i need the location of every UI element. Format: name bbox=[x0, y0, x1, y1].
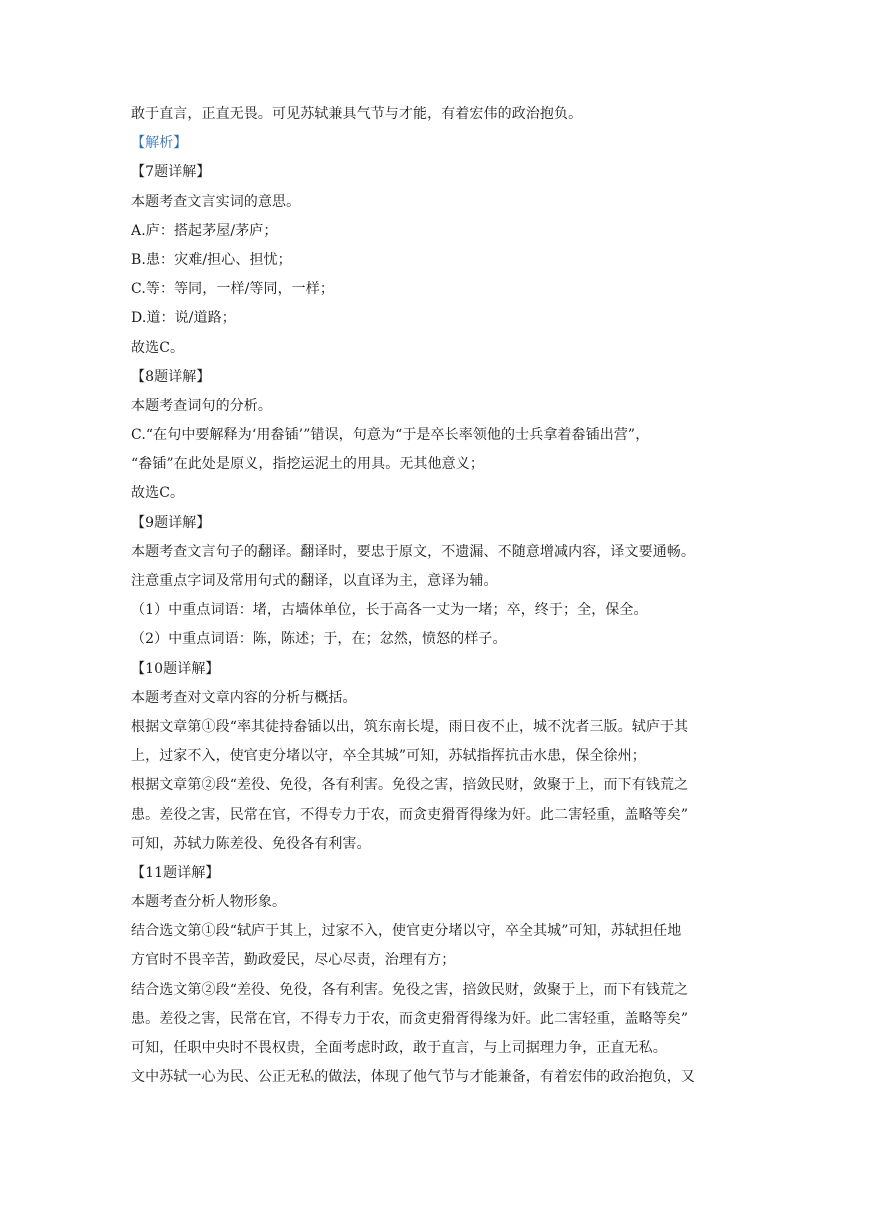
text-line: 上，过家不入，使官吏分堵以守，卒全其城”可知，苏轼指挥抗击水患，保全徐州； bbox=[131, 748, 646, 765]
text-line: 本题考查文言句子的翻译。翻译时，要忠于原文，不遗漏、不随意增减内容，译文要通畅。 bbox=[131, 543, 695, 560]
text-line: 结合选文第②段“差役、免役，各有利害。免役之害，掊敛民财，敛聚于上，而下有钱荒之 bbox=[131, 981, 689, 998]
section-heading: 【11题详解】 bbox=[131, 864, 220, 881]
text-line: 根据文章第②段“差役、免役，各有利害。免役之害，掊敛民财，敛聚于上，而下有钱荒之 bbox=[131, 777, 689, 794]
text-line: C.“在句中要解释为‘用畚锸’”错误，句意为“于是卒长率领他的士兵拿着畚锸出营”， bbox=[131, 427, 650, 444]
text-line: D.道：说/道路； bbox=[131, 310, 236, 327]
text-line: C.等：等同，一样/等同，一样； bbox=[131, 281, 334, 298]
text-line: B.患：灾难/担心、担忧； bbox=[131, 251, 292, 268]
text-line: 本题考查词句的分析。 bbox=[131, 397, 272, 414]
text-line: 故选C。 bbox=[131, 339, 185, 356]
text-line: 文中苏轼一心为民、公正无私的做法，体现了他气节与才能兼备，有着宏伟的政治抱负，又 bbox=[131, 1069, 695, 1086]
document-page bbox=[131, 100, 743, 1092]
analysis-label: 【解析】 bbox=[131, 135, 188, 152]
text-line: 本题考查分析人物形象。 bbox=[131, 894, 287, 911]
text-line: （1）中重点词语：堵，古墙体单位，长于高各一丈为一堵；卒，终于；全，保全。 bbox=[131, 602, 648, 619]
text-line: 敢于直言，正直无畏。可见苏轼兼具气节与才能，有着宏伟的政治抱负。 bbox=[131, 106, 583, 122]
text-line: 本题考查文言实词的意思。 bbox=[131, 193, 301, 210]
text-line: （2）中重点词语：陈，陈述；于，在；忿然，愤怒的样子。 bbox=[131, 631, 507, 648]
text-line: 患。差役之害，民常在官，不得专力于农，而贪吏猾胥得缘为奸。此二害轻重，盖略等矣” bbox=[131, 1010, 689, 1027]
text-line: “畚锸”在此处是原义，指挖运泥土的用具。无其他意义； bbox=[131, 456, 484, 473]
section-heading: 【8题详解】 bbox=[131, 368, 211, 385]
text-line: 根据文章第①段“率其徒持畚锸以出，筑东南长堤，雨日夜不止，城不沈者三版。轼庐于其 bbox=[131, 718, 689, 735]
text-line: 可知，苏轼力陈差役、免役各有利害。 bbox=[131, 835, 371, 852]
text-line: 故选C。 bbox=[131, 485, 185, 502]
text-line: 方官时不畏辛苦，勤政爱民，尽心尽责，治理有方； bbox=[131, 952, 456, 969]
text-line: 结合选文第①段“轼庐于其上，过家不入，使官吏分堵以守，卒全其城”可知，苏轼担任地 bbox=[131, 923, 682, 940]
text-line: 注意重点字词及常用句式的翻译，以直译为主，意译为辅。 bbox=[131, 573, 498, 589]
text-line: 本题考查对文章内容的分析与概括。 bbox=[131, 689, 357, 706]
text-line: A.庐：搭起茅屋/茅庐； bbox=[131, 222, 278, 239]
text-line: 可知，任职中央时不畏权贵，全面考虑时政，敢于直言，与上司据理力争，正直无私。 bbox=[131, 1040, 667, 1056]
text-line: 患。差役之害，民常在官，不得专力于农，而贪吏猾胥得缘为奸。此二害轻重，盖略等矣” bbox=[131, 806, 689, 823]
section-heading: 【10题详解】 bbox=[131, 660, 220, 677]
section-heading: 【7题详解】 bbox=[131, 164, 211, 181]
section-heading: 【9题详解】 bbox=[131, 514, 211, 531]
